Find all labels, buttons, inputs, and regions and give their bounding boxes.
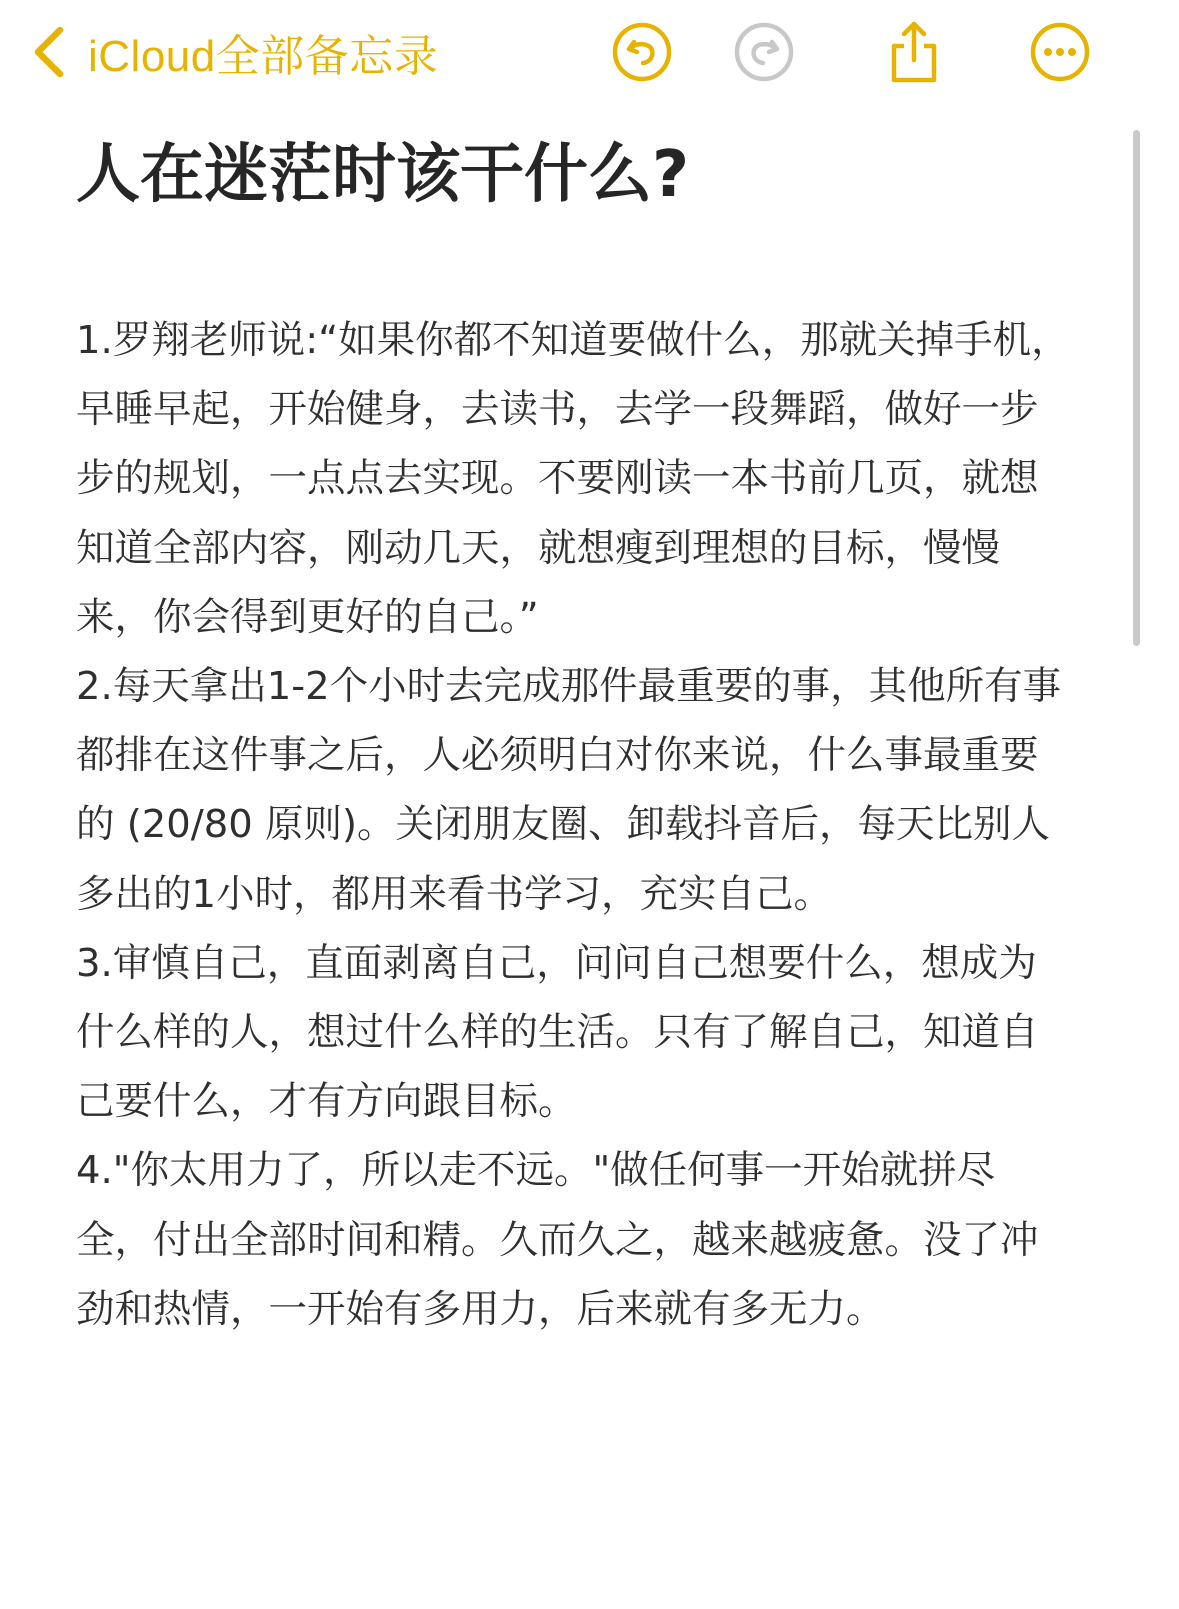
navigation-bar — [0, 0, 1179, 110]
share-button[interactable] — [882, 20, 946, 84]
note-paragraph-3: 3.审慎自己，直面剥离自己，问问自己想要什么，想成为什么样的人，想过什么样的生活。只有了解自己，知道自己要什么，才有方向跟目标。 — [76, 940, 1039, 1125]
ellipsis-circle-icon — [1028, 20, 1092, 84]
note-body[interactable] — [76, 306, 1071, 1344]
note-paragraph-1: 1.罗翔老师说:“如果你都不知道要做什么，那就关掉手机，早睡早起，开始健身，去读书，去学一段舞蹈，做好一步步的规划，一点点去实现。不要刚读一本书前几页，就想知道全部内容，刚动几天，就想瘦到理想的目标，慢慢来，你会得到更好的自己。” — [76, 318, 1070, 640]
chevron-left-icon — [30, 24, 66, 80]
note-title[interactable]: 人在迷茫时该干什么? — [76, 138, 690, 212]
share-icon — [882, 18, 946, 86]
note-paragraph-2: 2.每天拿出1-2个小时去完成那件最重要的事，其他所有事都排在这件事之后，人必须明白对你来说，什么事最重要的 (20/80 原则)。关闭朋友圈、卸载抖音后，每天比别人多出的1小时，都用来看书学习，充实自己。 — [76, 664, 1062, 917]
scrollbar[interactable] — [1133, 130, 1140, 646]
more-button[interactable] — [1028, 20, 1092, 84]
note-paragraph-4: 4."你太用力了，所以走不远。"做任何事一开始就拼尽全，付出全部时间和精。久而久之，越来越疲惫。没了冲劲和热情，一开始有多用力，后来就有多无力。 — [76, 1148, 1039, 1332]
back-button[interactable] — [30, 22, 438, 82]
redo-button[interactable] — [732, 20, 796, 84]
undo-icon — [610, 20, 674, 84]
back-label: iCloud全部备忘录 — [88, 32, 439, 81]
redo-icon — [732, 20, 796, 84]
undo-button[interactable] — [610, 20, 674, 84]
